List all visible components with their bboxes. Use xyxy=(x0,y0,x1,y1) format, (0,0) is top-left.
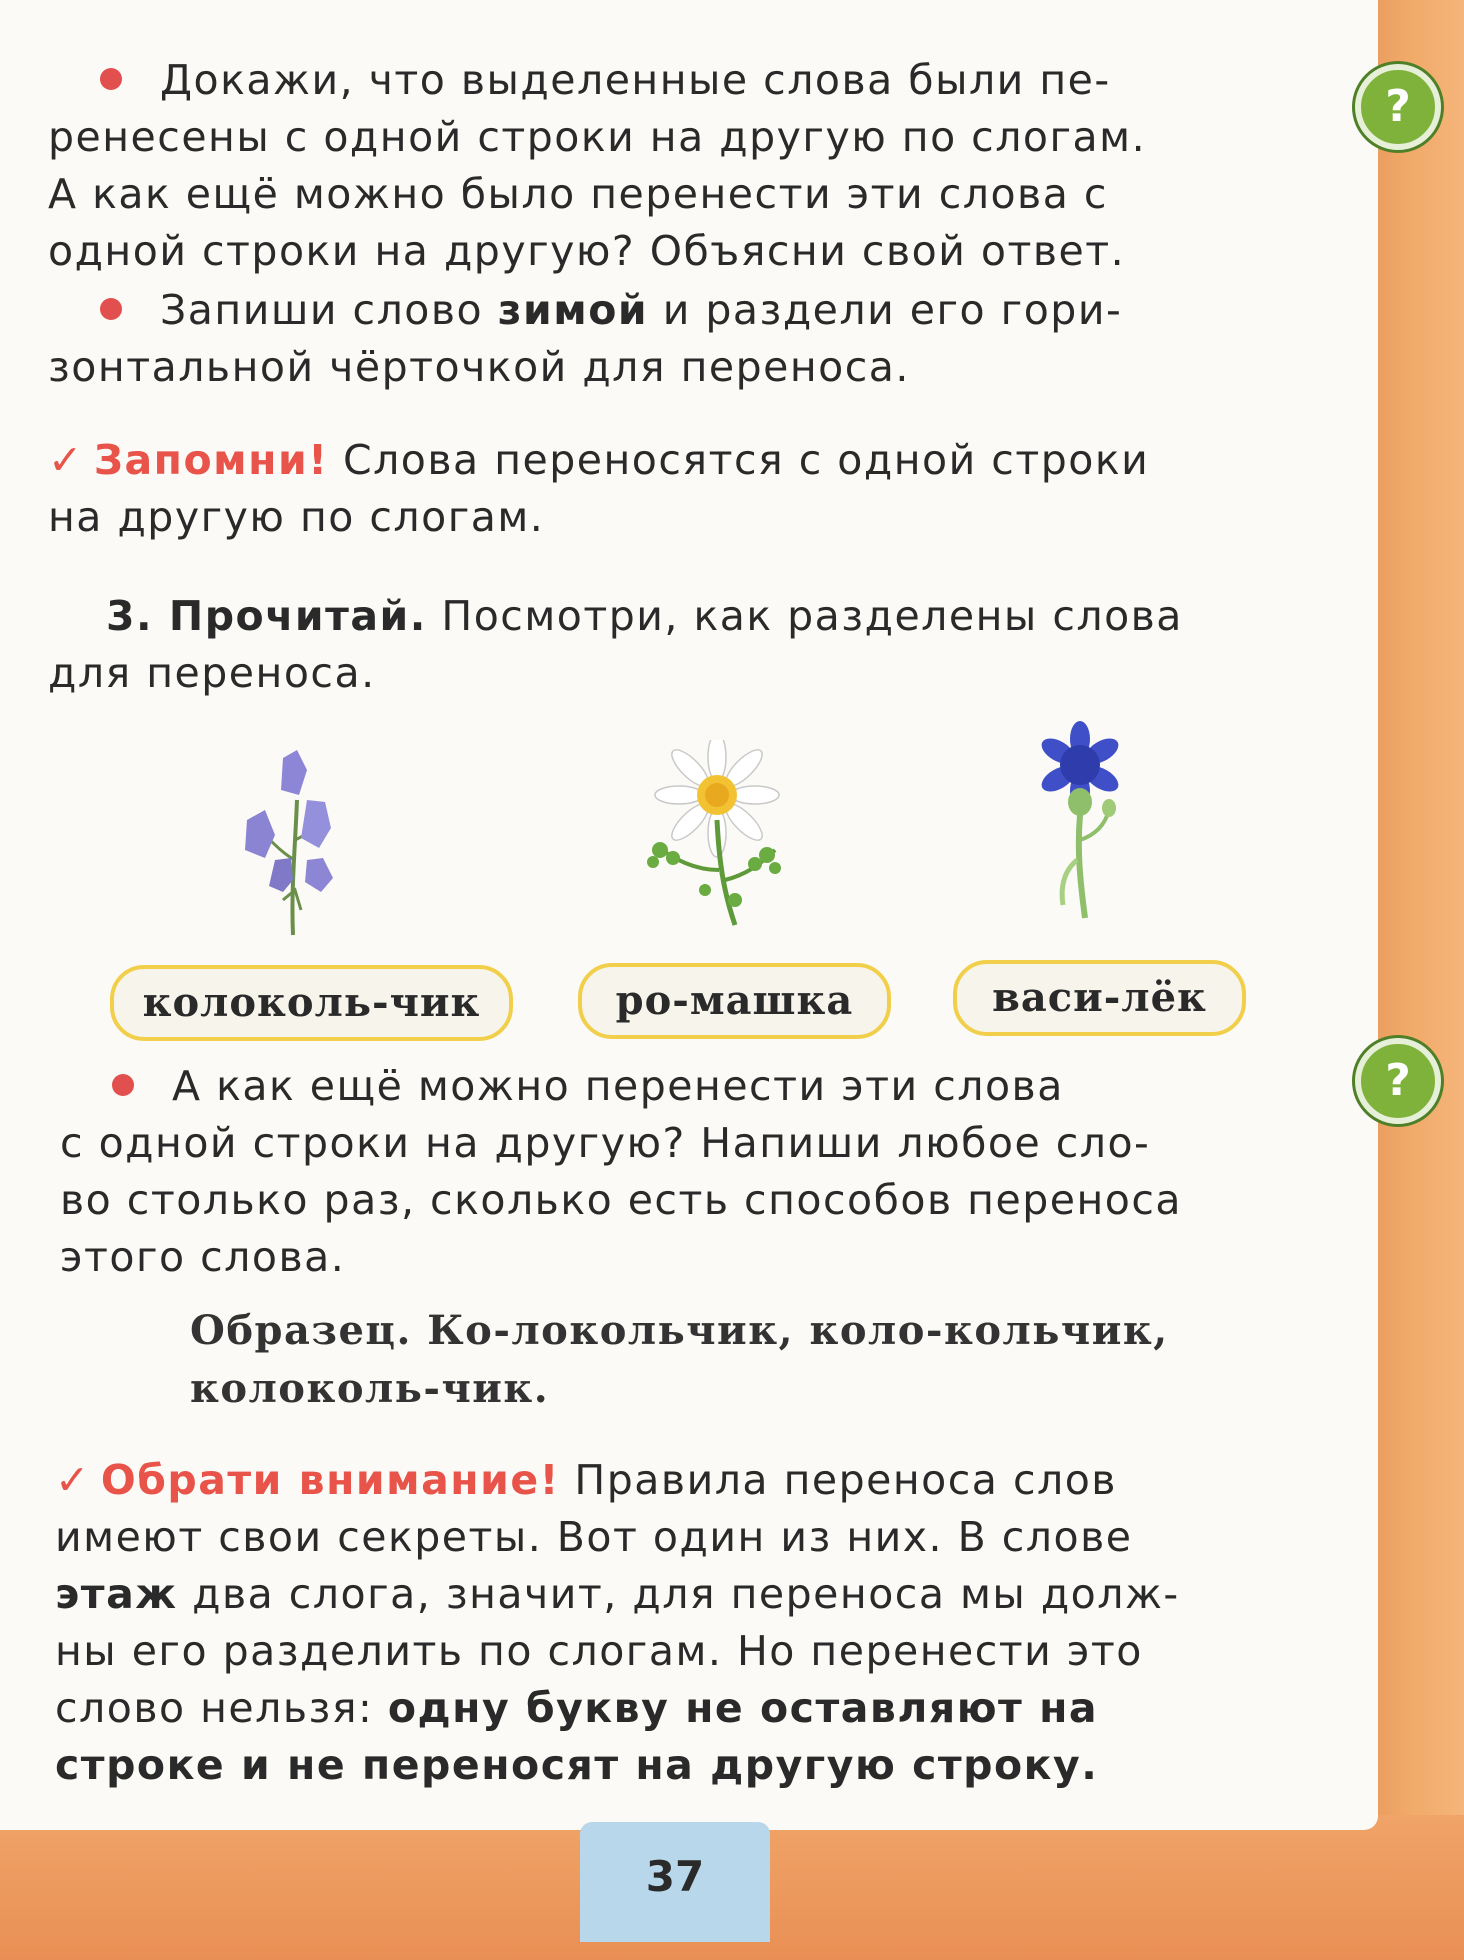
attention-label: Обрати внимание! xyxy=(100,1456,560,1504)
word-card: колоколь-чик xyxy=(110,965,513,1041)
orange-side-margin xyxy=(1368,0,1464,1960)
remember-label: Запомни! xyxy=(93,436,329,484)
question-icon: ? xyxy=(1355,64,1441,150)
bullet-icon xyxy=(112,1074,134,1096)
cornflower-image xyxy=(1025,720,1135,920)
paragraph-write-word: Запиши слово зимой и раздели его гори- зонтальной чёрточкой для переноса. xyxy=(48,286,1123,391)
checkmark-icon: ✓ xyxy=(48,436,84,484)
word-card: ро-машка xyxy=(578,963,891,1039)
attention-box: ✓ Обрати внимание! Правила переноса слов имеют свои секреты. Вот один из них. В слове этаж два слога, значит, для переноса мы долж- ны его разделить по слогам. Но перенести это слово нельзя: одну букву не оставляют на строке и не переносят на другую строку. xyxy=(55,1456,1180,1789)
bellflower-image xyxy=(235,740,345,940)
page-number: 37 xyxy=(580,1822,770,1942)
bullet-icon xyxy=(100,298,122,320)
paragraph-prove: Докажи, что выделенные слова были пе- ренесены с одной строки на другую по слогам. А как ещё можно было перенести эти слова с одной строки на другую? Объясни свой ответ. xyxy=(48,56,1147,275)
chamomile-image xyxy=(635,740,795,930)
bullet-icon xyxy=(100,68,122,90)
word-card: васи-лёк xyxy=(953,960,1246,1036)
sample-block: Образец. Ко-локольчик, коло-кольчик, колоколь-чик. xyxy=(190,1307,1169,1412)
task-3: 3. Прочитай. Посмотри, как разделены слова для переноса. xyxy=(48,592,1183,697)
checkmark-icon: ✓ xyxy=(55,1456,91,1504)
remember-box: ✓ Запомни! Слова переносятся с одной строки на другую по слогам. xyxy=(48,436,1150,541)
task-number: 3. Прочитай. xyxy=(106,592,427,640)
paragraph-how-else: А как ещё можно перенести эти слова с одной строки на другую? Напиши любое сло- во столько раз, сколько есть способов переноса этого слова. xyxy=(60,1062,1183,1281)
question-icon: ? xyxy=(1355,1038,1441,1124)
